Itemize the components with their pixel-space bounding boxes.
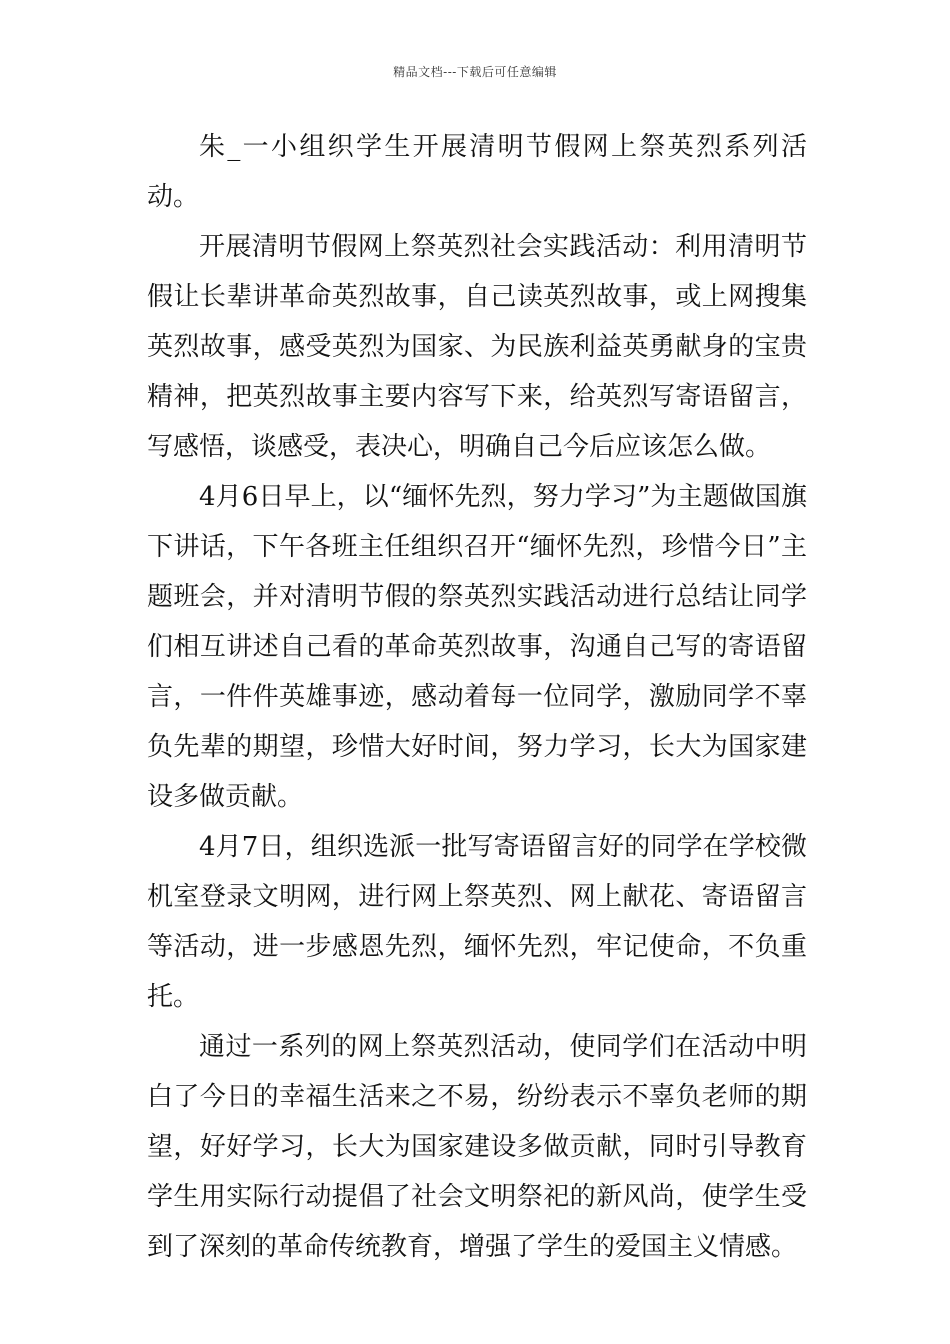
paragraph-1: 朱_一小组织学生开展清明节假网上祭英烈系列活动。 <box>147 132 807 212</box>
paragraph-2: 开展清明节假网上祭英烈社会实践活动：利用清明节假让长辈讲革命英烈故事，自己读英烈故事，或上网搜集英烈故事，感受英烈为国家、为民族利益英勇献身的宝贵精神，把英烈故事主要内容写下来，给英烈写寄语留言，写感悟，谈感受，表决心，明确自己今后应该怎么做。 <box>147 232 807 462</box>
page-header: 精品文档---下载后可任意编辑 <box>393 65 557 79</box>
paragraph-3: 4月6日早上，以“缅怀先烈，努力学习”为主题做国旗下讲话，下午各班主任组织召开“缅怀先烈，珍惜今日”主题班会，并对清明节假的祭英烈实践活动进行总结让同学们相互讲述自己看的革命英烈故事，沟通自己写的寄语留言，一件件英雄事迹，感动着每一位同学，激励同学不辜负先辈的期望，珍惜大好时间，努力学习，长大为国家建设多做贡献。 <box>147 482 807 812</box>
paragraph-5: 通过一系列的网上祭英烈活动，使同学们在活动中明白了今日的幸福生活来之不易，纷纷表示不辜负老师的期望，好好学习，长大为国家建设多做贡献，同时引导教育学生用实际行动提倡了社会文明祭祀的新风尚，使学生受到了深刻的革命传统教育，增强了学生的爱国主义情感。 <box>147 1032 807 1262</box>
document-body <box>147 122 807 1272</box>
paragraph-4: 4月7日，组织选派一批写寄语留言好的同学在学校微机室登录文明网，进行网上祭英烈、网上献花、寄语留言等活动，进一步感恩先烈，缅怀先烈，牢记使命，不负重托。 <box>147 832 807 1012</box>
